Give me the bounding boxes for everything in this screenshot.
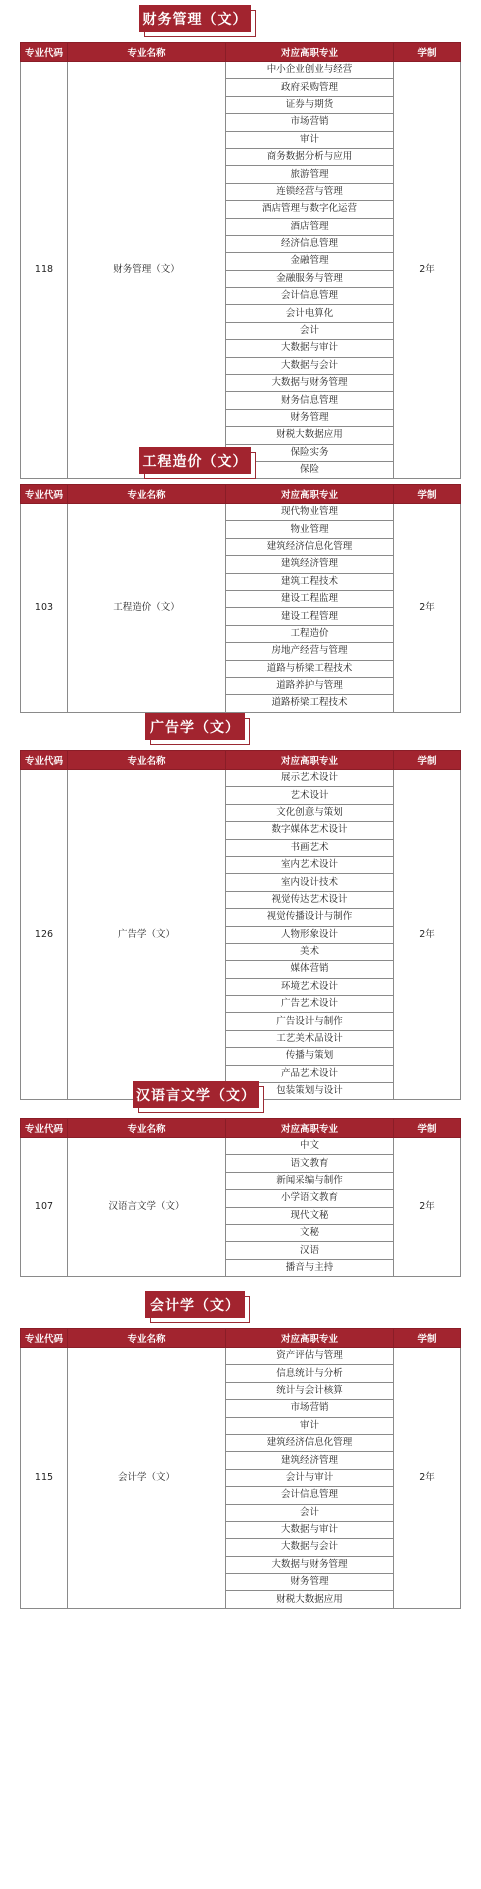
header-majors: 对应高职专业 xyxy=(226,1329,394,1348)
related-major: 语文教育 xyxy=(226,1155,394,1172)
related-major: 酒店管理 xyxy=(226,218,394,235)
header-duration: 学制 xyxy=(394,1329,461,1348)
program-table xyxy=(20,484,461,713)
related-major: 政府采购管理 xyxy=(226,79,394,96)
header-code: 专业代码 xyxy=(21,1329,68,1348)
program-section xyxy=(0,1081,481,1273)
table-row xyxy=(21,1138,461,1155)
related-major: 市场营销 xyxy=(226,114,394,131)
related-major: 财税大数据应用 xyxy=(226,427,394,444)
related-major: 书画艺术 xyxy=(226,839,394,856)
table-row xyxy=(21,1348,461,1365)
related-major: 视觉传达艺术设计 xyxy=(226,891,394,908)
related-major: 大数据与会计 xyxy=(226,1539,394,1556)
program-table xyxy=(20,1118,461,1277)
header-code: 专业代码 xyxy=(21,751,68,770)
header-duration: 学制 xyxy=(394,485,461,504)
section-title: 广告学（文） xyxy=(145,713,245,740)
header-duration: 学制 xyxy=(394,43,461,62)
related-major: 建筑经济信息化管理 xyxy=(226,1434,394,1451)
related-major: 广告艺术设计 xyxy=(226,996,394,1013)
related-major: 传播与策划 xyxy=(226,1048,394,1065)
related-major: 建筑经济管理 xyxy=(226,1452,394,1469)
related-major: 财务管理 xyxy=(226,409,394,426)
related-major: 资产评估与管理 xyxy=(226,1348,394,1365)
related-major: 文秘 xyxy=(226,1224,394,1241)
header-duration: 学制 xyxy=(394,1119,461,1138)
related-major: 连锁经营与管理 xyxy=(226,183,394,200)
related-major: 财务管理 xyxy=(226,1574,394,1591)
related-major: 艺术设计 xyxy=(226,787,394,804)
header-name: 专业名称 xyxy=(68,1329,226,1348)
table-header-row xyxy=(21,485,461,504)
related-major: 会计 xyxy=(226,1504,394,1521)
related-major: 工程造价 xyxy=(226,625,394,642)
related-major: 室内设计技术 xyxy=(226,874,394,891)
related-major: 包装策划与设计 xyxy=(226,1083,394,1100)
related-major: 数字媒体艺术设计 xyxy=(226,822,394,839)
header-name: 专业名称 xyxy=(68,751,226,770)
related-major: 财税大数据应用 xyxy=(226,1591,394,1608)
related-major: 大数据与审计 xyxy=(226,340,394,357)
related-major: 美术 xyxy=(226,943,394,960)
program-name: 广告学（文） xyxy=(68,770,226,1100)
related-major: 室内艺术设计 xyxy=(226,856,394,873)
program-duration: 2年 xyxy=(394,1138,461,1277)
table-header-row xyxy=(21,1119,461,1138)
header-duration: 学制 xyxy=(394,751,461,770)
section-title: 财务管理（文） xyxy=(139,5,251,32)
program-name: 会计学（文） xyxy=(68,1348,226,1609)
related-major: 会计 xyxy=(226,322,394,339)
related-major: 现代文秘 xyxy=(226,1207,394,1224)
related-major: 产品艺术设计 xyxy=(226,1065,394,1082)
program-duration: 2年 xyxy=(394,770,461,1100)
section-title-wrap xyxy=(0,5,481,45)
program-section xyxy=(0,1291,481,1605)
program-code: 118 xyxy=(21,62,68,479)
section-title: 工程造价（文） xyxy=(139,447,251,474)
related-major: 汉语 xyxy=(226,1242,394,1259)
related-major: 金融服务与管理 xyxy=(226,270,394,287)
related-major: 现代物业管理 xyxy=(226,504,394,521)
related-major: 证券与期货 xyxy=(226,96,394,113)
related-major: 建筑经济管理 xyxy=(226,556,394,573)
table-row xyxy=(21,62,461,79)
header-code: 专业代码 xyxy=(21,43,68,62)
section-title-wrap xyxy=(0,713,481,753)
related-major: 会计信息管理 xyxy=(226,1487,394,1504)
header-majors: 对应高职专业 xyxy=(226,751,394,770)
program-duration: 2年 xyxy=(394,504,461,713)
related-major: 中文 xyxy=(226,1138,394,1155)
program-name: 财务管理（文） xyxy=(68,62,226,479)
related-major: 道路桥梁工程技术 xyxy=(226,695,394,712)
program-section xyxy=(0,447,481,709)
related-major: 市场营销 xyxy=(226,1400,394,1417)
related-major: 广告设计与制作 xyxy=(226,1013,394,1030)
related-major: 大数据与财务管理 xyxy=(226,1556,394,1573)
related-major: 会计信息管理 xyxy=(226,288,394,305)
related-major: 保险 xyxy=(226,461,394,478)
program-code: 107 xyxy=(21,1138,68,1277)
related-major: 媒体营销 xyxy=(226,961,394,978)
table-row xyxy=(21,770,461,787)
table-header-row xyxy=(21,751,461,770)
related-major: 展示艺术设计 xyxy=(226,770,394,787)
program-code: 115 xyxy=(21,1348,68,1609)
related-major: 酒店管理与数字化运营 xyxy=(226,201,394,218)
related-major: 建筑工程技术 xyxy=(226,573,394,590)
related-major: 审计 xyxy=(226,131,394,148)
related-major: 中小企业创业与经营 xyxy=(226,62,394,79)
related-major: 会计与审计 xyxy=(226,1469,394,1486)
section-title: 会计学（文） xyxy=(145,1291,245,1318)
header-code: 专业代码 xyxy=(21,485,68,504)
program-table xyxy=(20,750,461,1100)
program-name: 工程造价（文） xyxy=(68,504,226,713)
related-major: 大数据与审计 xyxy=(226,1521,394,1538)
related-major: 财务信息管理 xyxy=(226,392,394,409)
related-major: 商务数据分析与应用 xyxy=(226,148,394,165)
related-major: 统计与会计核算 xyxy=(226,1382,394,1399)
related-major: 建筑经济信息化管理 xyxy=(226,538,394,555)
header-majors: 对应高职专业 xyxy=(226,43,394,62)
header-name: 专业名称 xyxy=(68,1119,226,1138)
related-major: 旅游管理 xyxy=(226,166,394,183)
related-major: 播音与主持 xyxy=(226,1259,394,1276)
related-major: 审计 xyxy=(226,1417,394,1434)
related-major: 小学语文教育 xyxy=(226,1190,394,1207)
related-major: 道路养护与管理 xyxy=(226,677,394,694)
section-title-wrap xyxy=(0,1291,481,1331)
section-title-wrap xyxy=(0,447,481,487)
section-title: 汉语言文学（文） xyxy=(133,1081,259,1108)
program-code: 126 xyxy=(21,770,68,1100)
table-header-row xyxy=(21,1329,461,1348)
related-major: 大数据与财务管理 xyxy=(226,375,394,392)
related-major: 会计电算化 xyxy=(226,305,394,322)
related-major: 环境艺术设计 xyxy=(226,978,394,995)
program-duration: 2年 xyxy=(394,62,461,479)
related-major: 金融管理 xyxy=(226,253,394,270)
header-majors: 对应高职专业 xyxy=(226,1119,394,1138)
section-title-wrap xyxy=(0,1081,481,1121)
program-duration: 2年 xyxy=(394,1348,461,1609)
header-code: 专业代码 xyxy=(21,1119,68,1138)
related-major: 经济信息管理 xyxy=(226,235,394,252)
related-major: 信息统计与分析 xyxy=(226,1365,394,1382)
program-table xyxy=(20,42,461,479)
program-name: 汉语言文学（文） xyxy=(68,1138,226,1277)
program-table xyxy=(20,1328,461,1609)
related-major: 房地产经营与管理 xyxy=(226,643,394,660)
related-major: 建设工程监理 xyxy=(226,590,394,607)
header-majors: 对应高职专业 xyxy=(226,485,394,504)
related-major: 新闻采编与制作 xyxy=(226,1172,394,1189)
related-major: 文化创意与策划 xyxy=(226,804,394,821)
related-major: 视觉传播设计与制作 xyxy=(226,909,394,926)
related-major: 物业管理 xyxy=(226,521,394,538)
related-major: 工艺美术品设计 xyxy=(226,1030,394,1047)
related-major: 人物形象设计 xyxy=(226,926,394,943)
related-major: 建设工程管理 xyxy=(226,608,394,625)
program-code: 103 xyxy=(21,504,68,713)
header-name: 专业名称 xyxy=(68,43,226,62)
related-major: 保险实务 xyxy=(226,444,394,461)
related-major: 大数据与会计 xyxy=(226,357,394,374)
table-row xyxy=(21,504,461,521)
header-name: 专业名称 xyxy=(68,485,226,504)
table-header-row xyxy=(21,43,461,62)
related-major: 道路与桥梁工程技术 xyxy=(226,660,394,677)
